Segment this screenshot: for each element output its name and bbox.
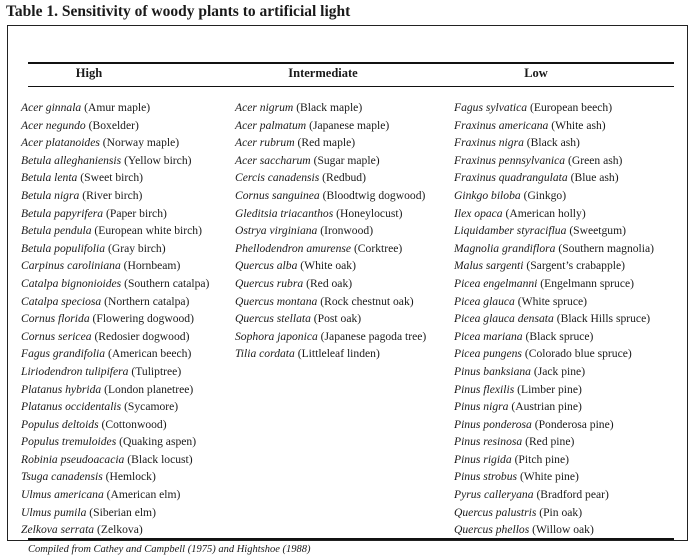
table-row bbox=[21, 134, 209, 152]
scientific-name: Quercus alba bbox=[235, 259, 298, 273]
table-row bbox=[454, 363, 654, 381]
table-row bbox=[21, 257, 209, 275]
table-row bbox=[235, 134, 426, 152]
scientific-name: Quercus stellata bbox=[235, 312, 311, 326]
scientific-name: Acer rubrum bbox=[235, 136, 295, 150]
common-name: (Japanese maple) bbox=[309, 118, 390, 132]
common-name: (Black maple) bbox=[296, 101, 363, 114]
column-header-low: Low bbox=[524, 66, 548, 80]
column-intermediate bbox=[235, 99, 426, 363]
common-name: (White ash) bbox=[551, 118, 606, 132]
table-row bbox=[21, 293, 209, 311]
scientific-name: Betula alleghaniensis bbox=[21, 153, 122, 167]
table-row bbox=[454, 205, 654, 223]
common-name: (Austrian pine) bbox=[511, 400, 582, 414]
common-name: (Boxelder) bbox=[88, 118, 139, 132]
table-row bbox=[235, 117, 426, 135]
scientific-name: Carpinus caroliniana bbox=[21, 259, 121, 273]
scientific-name: Betula pendula bbox=[21, 224, 92, 238]
common-name: (Cottonwood) bbox=[101, 417, 167, 431]
table-row bbox=[21, 117, 209, 135]
scientific-name: Acer palmatum bbox=[235, 118, 307, 132]
scientific-name: Catalpa speciosa bbox=[21, 294, 102, 308]
common-name: (Southern magnolia) bbox=[558, 241, 654, 255]
common-name: (Black spruce) bbox=[525, 329, 594, 343]
table-row bbox=[21, 99, 209, 117]
table-row bbox=[235, 257, 426, 275]
common-name: (Green ash) bbox=[568, 153, 623, 167]
common-name: (Redbud) bbox=[322, 171, 366, 185]
table-row bbox=[21, 328, 209, 346]
table-row bbox=[21, 169, 209, 187]
scientific-name: Pinus ponderosa bbox=[454, 417, 532, 431]
scientific-name: Picea engelmanni bbox=[454, 276, 538, 290]
scientific-name: Cornus sericea bbox=[21, 329, 92, 343]
scientific-name: Fraxinus pennsylvanica bbox=[454, 153, 566, 167]
header-top-rule bbox=[28, 62, 674, 64]
table-row bbox=[235, 293, 426, 311]
scientific-name: Pinus rigida bbox=[454, 452, 512, 466]
scientific-name: Tilia cordata bbox=[235, 347, 295, 361]
table-row bbox=[454, 169, 654, 187]
table-row bbox=[235, 99, 426, 117]
common-name: (Red pine) bbox=[525, 435, 575, 449]
table-row bbox=[454, 152, 654, 170]
scientific-name: Fraxinus quadrangulata bbox=[454, 171, 568, 185]
scientific-name: Pinus banksiana bbox=[454, 364, 531, 378]
scientific-name: Quercus palustris bbox=[454, 505, 537, 519]
scientific-name: Populus tremuloides bbox=[21, 435, 117, 449]
common-name: (Black ash) bbox=[526, 136, 580, 150]
common-name: (Rock chestnut oak) bbox=[320, 294, 414, 308]
scientific-name: Quercus rubra bbox=[235, 276, 304, 290]
table-row bbox=[454, 134, 654, 152]
common-name: (London planetree) bbox=[104, 382, 194, 396]
table-row bbox=[454, 521, 654, 539]
common-name: (Hornbeam) bbox=[123, 259, 181, 273]
scientific-name: Fagus grandifolia bbox=[21, 347, 106, 361]
scientific-name: Platanus occidentalis bbox=[21, 400, 122, 414]
common-name: (Japanese pagoda tree) bbox=[320, 329, 427, 343]
scientific-name: Populus deltoids bbox=[21, 417, 99, 431]
common-name: (Amur maple) bbox=[84, 101, 151, 114]
common-name: (Northern catalpa) bbox=[104, 294, 190, 308]
common-name: (White oak) bbox=[300, 259, 356, 273]
common-name: (Flowering dogwood) bbox=[92, 312, 194, 326]
table-row bbox=[235, 187, 426, 205]
scientific-name: Pinus strobus bbox=[454, 470, 518, 484]
table-row bbox=[454, 275, 654, 293]
table-row bbox=[235, 328, 426, 346]
scientific-name: Ilex opaca bbox=[454, 206, 503, 220]
scientific-name: Acer ginnala bbox=[21, 101, 82, 114]
common-name: (American elm) bbox=[106, 488, 181, 502]
scientific-name: Fraxinus americana bbox=[454, 118, 549, 132]
scientific-name: Betula papyrifera bbox=[21, 206, 104, 220]
common-name: (Zelkova) bbox=[97, 523, 143, 537]
scientific-name: Magnolia grandiflora bbox=[454, 241, 556, 255]
scientific-name: Acer nigrum bbox=[235, 101, 294, 114]
table-row bbox=[454, 117, 654, 135]
common-name: (Tuliptree) bbox=[131, 364, 182, 378]
table-row bbox=[454, 468, 654, 486]
common-name: (Sweetgum) bbox=[569, 224, 626, 238]
table-row bbox=[21, 275, 209, 293]
table-row bbox=[21, 152, 209, 170]
table-row bbox=[235, 240, 426, 258]
scientific-name: Picea mariana bbox=[454, 329, 523, 343]
common-name: (Black Hills spruce) bbox=[556, 312, 651, 326]
table-footnote: Compiled from Cathey and Campbell (1975) and Hightshoe (1988) bbox=[28, 544, 311, 555]
scientific-name: Quercus montana bbox=[235, 294, 318, 308]
table-row bbox=[454, 293, 654, 311]
scientific-name: Betula nigra bbox=[21, 188, 80, 202]
table-bottom-rule bbox=[28, 538, 674, 540]
table-row bbox=[454, 433, 654, 451]
table-row bbox=[454, 310, 654, 328]
table-row bbox=[21, 433, 209, 451]
table-row bbox=[454, 257, 654, 275]
common-name: (Jack pine) bbox=[533, 364, 586, 378]
scientific-name: Cornus florida bbox=[21, 312, 90, 326]
table-row bbox=[21, 363, 209, 381]
table-row bbox=[454, 240, 654, 258]
table-row bbox=[235, 275, 426, 293]
scientific-name: Picea pungens bbox=[454, 347, 522, 361]
table-row bbox=[235, 152, 426, 170]
scientific-name: Cornus sanguinea bbox=[235, 188, 320, 202]
common-name: (Colorado blue spruce) bbox=[524, 347, 632, 361]
scientific-name: Cercis canadensis bbox=[235, 171, 320, 185]
common-name: (Ginkgo) bbox=[523, 188, 567, 202]
scientific-name: Tsuga canadensis bbox=[21, 470, 103, 484]
common-name: (American beech) bbox=[107, 347, 192, 361]
header-bottom-rule bbox=[28, 86, 674, 87]
common-name: (American holly) bbox=[505, 206, 586, 220]
table-row bbox=[21, 504, 209, 522]
common-name: (Sugar maple) bbox=[313, 153, 380, 167]
table-row bbox=[235, 205, 426, 223]
scientific-name: Acer saccharum bbox=[235, 153, 311, 167]
common-name: (Honeylocust) bbox=[336, 206, 403, 220]
table-row bbox=[454, 345, 654, 363]
common-name: (European beech) bbox=[530, 101, 613, 114]
scientific-name: Catalpa bignonioides bbox=[21, 276, 122, 290]
common-name: (Gray birch) bbox=[107, 241, 166, 255]
scientific-name: Pyrus calleryana bbox=[454, 488, 534, 502]
table-row bbox=[21, 310, 209, 328]
table-row bbox=[454, 328, 654, 346]
scientific-name: Malus sargenti bbox=[454, 259, 524, 273]
common-name: (Willow oak) bbox=[532, 523, 594, 537]
table-row bbox=[454, 504, 654, 522]
table-row bbox=[235, 169, 426, 187]
scientific-name: Liriodendron tulipifera bbox=[21, 364, 129, 378]
column-high bbox=[21, 99, 209, 539]
common-name: (Ironwood) bbox=[320, 224, 374, 238]
common-name: (Ponderosa pine) bbox=[534, 417, 614, 431]
table-row bbox=[235, 222, 426, 240]
common-name: (Sargent’s crabapple) bbox=[526, 259, 625, 273]
common-name: (Paper birch) bbox=[106, 206, 167, 220]
common-name: (Siberian elm) bbox=[89, 505, 156, 519]
common-name: (Red oak) bbox=[306, 276, 353, 290]
scientific-name: Picea glauca densata bbox=[454, 312, 554, 326]
table-row bbox=[235, 345, 426, 363]
common-name: (European white birch) bbox=[94, 224, 202, 238]
common-name: (Hemlock) bbox=[105, 470, 156, 484]
common-name: (Limber pine) bbox=[517, 382, 582, 396]
scientific-name: Ulmus pumila bbox=[21, 505, 87, 519]
table-row bbox=[21, 468, 209, 486]
scientific-name: Zelkova serrata bbox=[21, 523, 95, 537]
scientific-name: Acer platanoides bbox=[21, 136, 100, 150]
scientific-name: Quercus phellos bbox=[454, 523, 530, 537]
common-name: (Bradford pear) bbox=[536, 488, 609, 502]
scientific-name: Pinus resinosa bbox=[454, 435, 523, 449]
common-name: (Sweet birch) bbox=[80, 171, 144, 185]
table-row bbox=[21, 416, 209, 434]
scientific-name: Betula lenta bbox=[21, 171, 78, 185]
scientific-name: Sophora japonica bbox=[235, 329, 318, 343]
common-name: (White pine) bbox=[519, 470, 579, 484]
common-name: (Yellow birch) bbox=[124, 153, 192, 167]
table-row bbox=[21, 486, 209, 504]
common-name: (River birch) bbox=[82, 188, 143, 202]
column-header-intermediate: Intermediate bbox=[288, 66, 358, 80]
table-caption: Table 1. Sensitivity of woody plants to artificial light bbox=[6, 3, 351, 20]
common-name: (Corktree) bbox=[353, 241, 403, 255]
table-row bbox=[454, 99, 654, 117]
common-name: (Redosier dogwood) bbox=[94, 329, 190, 343]
table-row bbox=[21, 222, 209, 240]
common-name: (Pin oak) bbox=[539, 505, 583, 519]
column-low bbox=[454, 99, 654, 539]
table-row bbox=[21, 240, 209, 258]
common-name: (Post oak) bbox=[313, 312, 362, 326]
table-row bbox=[21, 521, 209, 539]
scientific-name: Fraxinus nigra bbox=[454, 136, 524, 150]
scientific-name: Betula populifolia bbox=[21, 241, 106, 255]
scientific-name: Robinia pseudoacacia bbox=[21, 452, 125, 466]
common-name: (Bloodtwig dogwood) bbox=[322, 188, 426, 202]
table-row bbox=[21, 398, 209, 416]
scientific-name: Picea glauca bbox=[454, 294, 515, 308]
scientific-name: Phellodendron amurense bbox=[235, 241, 352, 255]
common-name: (Pitch pine) bbox=[514, 452, 569, 466]
scientific-name: Fagus sylvatica bbox=[454, 101, 528, 114]
table-row bbox=[454, 398, 654, 416]
table-row bbox=[21, 381, 209, 399]
common-name: (Engelmann spruce) bbox=[540, 276, 634, 290]
table-row bbox=[454, 222, 654, 240]
table-row bbox=[454, 381, 654, 399]
column-header-high: High bbox=[75, 66, 103, 80]
common-name: (Sycamore) bbox=[124, 400, 179, 414]
table-row bbox=[235, 310, 426, 328]
table-frame bbox=[7, 25, 688, 555]
table-row bbox=[21, 205, 209, 223]
table-row bbox=[21, 345, 209, 363]
table-row bbox=[454, 416, 654, 434]
scientific-name: Liquidamber styraciflua bbox=[454, 224, 567, 238]
common-name: (White spruce) bbox=[517, 294, 587, 308]
table-row bbox=[21, 451, 209, 469]
common-name: (Red maple) bbox=[297, 136, 356, 150]
table-row bbox=[454, 187, 654, 205]
table-row bbox=[454, 486, 654, 504]
scientific-name: Gleditsia triacanthos bbox=[235, 206, 334, 220]
scientific-name: Ulmus americana bbox=[21, 488, 104, 502]
common-name: (Norway maple) bbox=[102, 136, 180, 150]
table-row bbox=[454, 451, 654, 469]
common-name: (Southern catalpa) bbox=[124, 276, 210, 290]
common-name: (Blue ash) bbox=[570, 171, 619, 185]
scientific-name: Pinus nigra bbox=[454, 400, 509, 414]
scientific-name: Platanus hybrida bbox=[21, 382, 102, 396]
table-row bbox=[21, 187, 209, 205]
scientific-name: Pinus flexilis bbox=[454, 382, 515, 396]
scientific-name: Acer negundo bbox=[21, 118, 86, 132]
common-name: (Quaking aspen) bbox=[119, 435, 197, 449]
common-name: (Littleleaf linden) bbox=[297, 347, 380, 361]
scientific-name: Ostrya virginiana bbox=[235, 224, 318, 238]
common-name: (Black locust) bbox=[127, 452, 193, 466]
scientific-name: Ginkgo biloba bbox=[454, 188, 521, 202]
